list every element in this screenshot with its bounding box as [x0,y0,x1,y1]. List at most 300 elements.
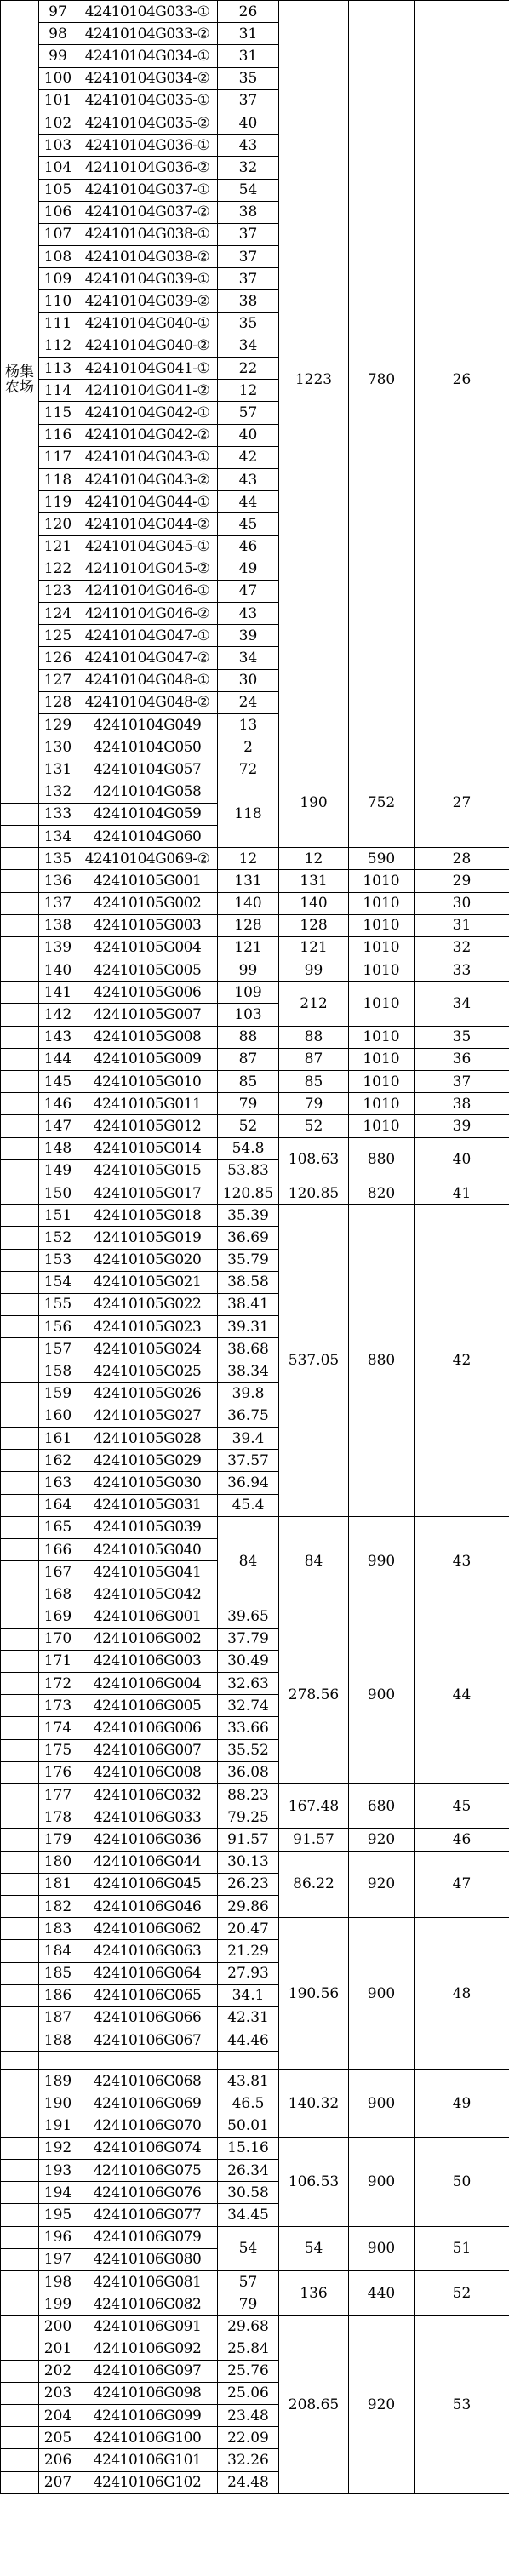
farm-cell [1,914,39,936]
group-total-cell: 120.85 [279,1182,349,1204]
row-number-cell: 189 [39,2070,77,2092]
group-total-cell: 85 [279,1071,349,1093]
row-number-cell: 192 [39,2137,77,2159]
row-number-cell: 204 [39,2405,77,2427]
row-number-cell: 101 [39,89,77,112]
lot-number-cell: 40 [415,1137,509,1182]
table-row [1,848,509,870]
farm-cell [1,982,39,1004]
row-number-cell: 199 [39,2293,77,2316]
lot-number-cell: 47 [415,1851,509,1918]
group-total-cell: 136 [279,2270,349,2315]
unit-price-cell: 1010 [349,982,415,1026]
row-number-cell: 137 [39,892,77,914]
unit-price-cell: 1010 [349,892,415,914]
row-number-cell: 140 [39,959,77,982]
parcel-code-cell: 42410104G050 [77,736,218,758]
row-number-cell: 103 [39,135,77,157]
parcel-code-cell: 42410106G074 [77,2137,218,2159]
lot-number-cell: 36 [415,1048,509,1070]
parcel-code-cell: 42410105G028 [77,1428,218,1450]
row-number-cell: 185 [39,1962,77,1984]
parcel-code-cell: 42410105G008 [77,1026,218,1048]
area-cell: 47 [218,580,279,602]
area-cell: 140 [218,892,279,914]
area-cell: 12 [218,380,279,402]
area-cell: 37 [218,268,279,290]
row-number-cell: 122 [39,558,77,580]
parcel-code-cell: 42410104G042-① [77,402,218,424]
farm-cell [1,2092,39,2115]
row-number-cell: 197 [39,2248,77,2270]
lot-number-cell: 39 [415,1115,509,1137]
parcel-code-cell: 42410104G034-② [77,67,218,89]
farm-cell [1,1249,39,1271]
unit-price-cell: 752 [349,758,415,848]
parcel-code-cell: 42410106G008 [77,1761,218,1783]
parcel-code-cell: 42410105G001 [77,870,218,892]
row-number-cell: 203 [39,2382,77,2404]
row-number-cell: 98 [39,23,77,45]
lot-number-cell: 26 [415,1,509,758]
parcel-code-cell: 42410104G046-② [77,603,218,625]
area-cell: 43 [218,603,279,625]
group-total-cell: 140 [279,892,349,914]
area-cell: 30.13 [218,1851,279,1873]
parcel-code-cell: 42410105G026 [77,1382,218,1405]
area-cell: 34 [218,647,279,669]
parcel-code-cell: 42410104G047-① [77,625,218,647]
area-cell: 88 [218,1026,279,1048]
parcel-code-cell [77,2052,218,2070]
farm-cell [1,825,39,847]
area-cell: 46.5 [218,2092,279,2115]
farm-cell [1,1093,39,1115]
table-row [1,1851,509,1873]
row-number-cell: 207 [39,2471,77,2493]
parcel-code-cell: 42410106G101 [77,2449,218,2471]
area-cell: 39.8 [218,1382,279,1405]
parcel-code-cell: 42410106G075 [77,2160,218,2182]
table-row [1,2070,509,2092]
farm-cell [1,2293,39,2316]
table-row [1,870,509,892]
table-row [1,1026,509,1048]
row-number-cell: 116 [39,424,77,446]
parcel-code-cell: 42410105G039 [77,1516,218,1538]
parcel-code-cell: 42410105G041 [77,1561,218,1583]
parcel-code-cell: 42410104G038-② [77,246,218,268]
row-number-cell: 125 [39,625,77,647]
row-number-cell: 157 [39,1338,77,1360]
row-number-cell: 179 [39,1829,77,1851]
lot-number-cell: 53 [415,2316,509,2494]
row-number-cell: 115 [39,402,77,424]
farm-cell [1,2427,39,2449]
parcel-code-cell: 42410104G043-① [77,446,218,468]
farm-cell [1,1673,39,1695]
lot-number-cell: 48 [415,1918,509,2070]
area-cell: 40 [218,424,279,446]
parcel-code-cell: 42410106G033 [77,1806,218,1829]
parcel-code-cell: 42410105G005 [77,959,218,982]
area-cell: 103 [218,1004,279,1026]
row-number-cell: 102 [39,112,77,134]
area-cell: 35.79 [218,1249,279,1271]
parcel-code-cell: 42410106G005 [77,1695,218,1717]
farm-cell [1,1561,39,1583]
table-row [1,982,509,1004]
group-total-cell: 12 [279,848,349,870]
row-number-cell: 112 [39,335,77,357]
area-cell: 35.52 [218,1739,279,1761]
row-number-cell: 128 [39,691,77,713]
row-number-cell: 100 [39,67,77,89]
farm-cell [1,1071,39,1093]
row-number-cell: 166 [39,1538,77,1560]
row-number-cell: 130 [39,736,77,758]
area-cell: 99 [218,959,279,982]
farm-cell [1,1450,39,1472]
area-cell: 54.8 [218,1137,279,1159]
parcel-code-cell: 42410106G092 [77,2338,218,2360]
unit-price-cell: 1010 [349,959,415,982]
table-row [1,1829,509,1851]
row-number-cell: 104 [39,157,77,179]
parcel-code-cell: 42410105G024 [77,1338,218,1360]
area-cell: 43 [218,468,279,490]
area-cell: 44 [218,491,279,513]
parcel-code-cell: 42410104G058 [77,781,218,803]
parcel-code-cell: 42410104G037-② [77,201,218,223]
row-number-cell: 113 [39,358,77,380]
area-cell: 13 [218,714,279,736]
area-cell: 44.46 [218,2029,279,2052]
parcel-code-cell: 42410106G004 [77,1673,218,1695]
area-cell: 30.58 [218,2182,279,2204]
area-cell: 38.58 [218,1271,279,1293]
area-cell: 39.65 [218,1606,279,1628]
farm-cell [1,2160,39,2182]
row-number-cell: 150 [39,1182,77,1204]
farm-cell [1,1962,39,1984]
farm-cell [1,2270,39,2293]
group-total-cell: 99 [279,959,349,982]
farm-cell [1,1538,39,1560]
farm-cell [1,2382,39,2404]
farm-cell [1,1048,39,1070]
area-cell: 40 [218,112,279,134]
parcel-code-cell: 42410105G019 [77,1227,218,1249]
parcel-code-cell: 42410106G097 [77,2360,218,2382]
table-row [1,1071,509,1093]
parcel-code-cell: 42410106G082 [77,2293,218,2316]
area-cell: 25.76 [218,2360,279,2382]
row-number-cell: 174 [39,1717,77,1739]
area-cell: 42 [218,446,279,468]
farm-cell [1,2226,39,2248]
row-number-cell: 155 [39,1293,77,1315]
farm-cell [1,1895,39,1917]
row-number-cell: 121 [39,535,77,558]
area-cell: 30.49 [218,1650,279,1672]
area-cell: 24.48 [218,2471,279,2493]
area-cell: 35 [218,67,279,89]
area-cell: 54 [218,2226,279,2270]
unit-price-cell: 920 [349,1851,415,1918]
farm-cell [1,1472,39,1494]
row-number-cell: 149 [39,1159,77,1182]
row-number-cell: 154 [39,1271,77,1293]
farm-cell [1,1137,39,1159]
parcel-code-cell: 42410106G001 [77,1606,218,1628]
row-number-cell: 151 [39,1205,77,1227]
parcel-code-cell: 42410106G065 [77,1984,218,2006]
farm-cell [1,1583,39,1606]
farm-cell [1,2405,39,2427]
area-cell: 12 [218,848,279,870]
area-cell: 35 [218,312,279,335]
area-cell: 128 [218,914,279,936]
row-number-cell: 159 [39,1382,77,1405]
row-number-cell: 182 [39,1895,77,1917]
parcel-code-cell: 42410105G020 [77,1249,218,1271]
farm-cell [1,1405,39,1427]
row-number-cell: 142 [39,1004,77,1026]
row-number-cell: 129 [39,714,77,736]
parcel-code-cell: 42410105G014 [77,1137,218,1159]
farm-cell [1,1026,39,1048]
area-cell: 52 [218,1115,279,1137]
parcel-code-cell: 42410105G011 [77,1093,218,1115]
unit-price-cell: 880 [349,1137,415,1182]
area-cell: 37 [218,223,279,245]
row-number-cell: 138 [39,914,77,936]
row-number-cell: 143 [39,1026,77,1048]
farm-cell [1,1761,39,1783]
farm-cell [1,1695,39,1717]
unit-price-cell: 1010 [349,936,415,959]
area-cell: 50.01 [218,2115,279,2137]
farm-cell [1,1806,39,1829]
lot-number-cell: 28 [415,848,509,870]
row-number-cell: 158 [39,1360,77,1382]
parcel-code-cell: 42410104G044-② [77,513,218,535]
farm-cell [1,1873,39,1895]
parcel-code-cell: 42410104G039-① [77,268,218,290]
row-number-cell: 187 [39,2006,77,2029]
table-row [1,1093,509,1115]
parcel-code-cell: 42410105G006 [77,982,218,1004]
row-number-cell: 164 [39,1494,77,1516]
farm-cell [1,1829,39,1851]
row-number-cell: 107 [39,223,77,245]
unit-price-cell: 900 [349,1918,415,2070]
area-cell: 42.31 [218,2006,279,2029]
unit-price-cell: 590 [349,848,415,870]
unit-price-cell: 880 [349,1205,415,1517]
farm-cell [1,2360,39,2382]
group-total-cell: 108.63 [279,1137,349,1182]
lot-number-cell: 50 [415,2137,509,2226]
unit-price-cell: 1010 [349,1115,415,1137]
row-number-cell: 124 [39,603,77,625]
row-number-cell: 118 [39,468,77,490]
row-number-cell: 180 [39,1851,77,1873]
farm-cell [1,1360,39,1382]
row-number-cell: 171 [39,1650,77,1672]
farm-cell [1,2182,39,2204]
row-number-cell: 177 [39,1784,77,1806]
area-cell: 121 [218,936,279,959]
parcel-code-cell: 42410105G031 [77,1494,218,1516]
row-number-cell: 123 [39,580,77,602]
parcel-code-cell: 42410105G027 [77,1405,218,1427]
parcel-code-cell: 42410105G040 [77,1538,218,1560]
parcel-code-cell: 42410106G003 [77,1650,218,1672]
row-number-cell: 148 [39,1137,77,1159]
parcel-code-cell: 42410106G066 [77,2006,218,2029]
area-cell: 84 [218,1516,279,1606]
area-cell: 109 [218,982,279,1004]
area-cell: 26 [218,1,279,23]
area-cell: 37.79 [218,1628,279,1650]
row-number-cell: 196 [39,2226,77,2248]
unit-price-cell: 440 [349,2270,415,2315]
table-row [1,2226,509,2248]
row-number-cell: 134 [39,825,77,847]
row-number-cell: 153 [39,1249,77,1271]
parcel-code-cell: 42410106G007 [77,1739,218,1761]
parcel-code-cell: 42410105G010 [77,1071,218,1093]
area-cell: 43 [218,135,279,157]
area-cell: 32.74 [218,1695,279,1717]
area-cell: 26.34 [218,2160,279,2182]
group-total-cell: 140.32 [279,2070,349,2138]
unit-price-cell: 680 [349,1784,415,1829]
parcel-code-cell: 42410104G069-② [77,848,218,870]
farm-cell [1,1159,39,1182]
row-number-cell: 183 [39,1918,77,1940]
area-cell: 33.66 [218,1717,279,1739]
area-cell: 131 [218,870,279,892]
farm-cell [1,1271,39,1293]
row-number-cell: 161 [39,1428,77,1450]
lot-number-cell: 42 [415,1205,509,1517]
lot-number-cell: 51 [415,2226,509,2270]
area-cell: 34.45 [218,2204,279,2226]
parcel-code-cell: 42410104G060 [77,825,218,847]
lot-number-cell: 43 [415,1516,509,1606]
parcel-code-cell: 42410105G025 [77,1360,218,1382]
group-total-cell: 84 [279,1516,349,1606]
area-cell: 29.68 [218,2316,279,2338]
row-number-cell: 206 [39,2449,77,2471]
table-row [1,1137,509,1159]
farm-cell [1,1293,39,1315]
area-cell: 31 [218,23,279,45]
unit-price-cell: 780 [349,1,415,758]
group-total-cell: 167.48 [279,1784,349,1829]
lot-number-cell: 29 [415,870,509,892]
unit-price-cell: 1010 [349,914,415,936]
area-cell: 79 [218,1093,279,1115]
farm-cell [1,1338,39,1360]
area-cell: 25.06 [218,2382,279,2404]
farm-cell [1,1739,39,1761]
table-row [1,1784,509,1806]
farm-cell [1,1205,39,1227]
parcel-code-cell: 42410105G004 [77,936,218,959]
parcel-code-cell: 42410106G062 [77,1918,218,1940]
area-cell: 36.08 [218,1761,279,1783]
area-cell: 34 [218,335,279,357]
row-number-cell: 200 [39,2316,77,2338]
row-number-cell: 175 [39,1739,77,1761]
area-cell: 38.68 [218,1338,279,1360]
row-number-cell: 145 [39,1071,77,1093]
table-row [1,1516,509,1538]
farm-cell [1,1851,39,1873]
row-number-cell: 191 [39,2115,77,2137]
parcel-code-cell: 42410104G045-② [77,558,218,580]
farm-cell [1,2052,39,2070]
table-row [1,1606,509,1628]
farm-cell [1,2204,39,2226]
parcel-code-cell: 42410106G079 [77,2226,218,2248]
area-cell: 23.48 [218,2405,279,2427]
unit-price-cell: 1010 [349,870,415,892]
parcel-code-cell: 42410104G035-① [77,89,218,112]
row-number-cell: 170 [39,1628,77,1650]
row-number-cell: 168 [39,1583,77,1606]
area-cell: 45.4 [218,1494,279,1516]
group-total-cell: 190 [279,758,349,848]
row-number-cell: 156 [39,1316,77,1338]
row-number-cell: 133 [39,803,77,825]
unit-price-cell: 920 [349,1829,415,1851]
row-number-cell: 193 [39,2160,77,2182]
area-cell: 87 [218,1048,279,1070]
parcel-code-cell: 42410104G033-② [77,23,218,45]
farm-cell [1,2006,39,2029]
parcel-code-cell: 42410104G036-① [77,135,218,157]
lot-number-cell: 31 [415,914,509,936]
parcel-code-cell: 42410105G015 [77,1159,218,1182]
group-total-cell: 86.22 [279,1851,349,1918]
parcel-code-cell: 42410106G006 [77,1717,218,1739]
row-number-cell: 195 [39,2204,77,2226]
unit-price-cell: 1010 [349,1071,415,1093]
parcel-code-cell: 42410106G046 [77,1895,218,1917]
unit-price-cell: 920 [349,2316,415,2494]
area-cell: 36.75 [218,1405,279,1427]
row-number-cell: 105 [39,179,77,201]
farm-cell [1,1004,39,1026]
area-cell: 15.16 [218,2137,279,2159]
parcel-code-cell: 42410104G043-② [77,468,218,490]
row-number-cell: 146 [39,1093,77,1115]
row-number-cell: 165 [39,1516,77,1538]
parcel-code-cell: 42410104G059 [77,803,218,825]
lot-number-cell: 44 [415,1606,509,1784]
group-total-cell: 91.57 [279,1829,349,1851]
farm-cell [1,2029,39,2052]
group-total-cell: 87 [279,1048,349,1070]
parcel-code-cell: 42410106G091 [77,2316,218,2338]
farm-cell [1,1227,39,1249]
row-number-cell: 110 [39,290,77,312]
